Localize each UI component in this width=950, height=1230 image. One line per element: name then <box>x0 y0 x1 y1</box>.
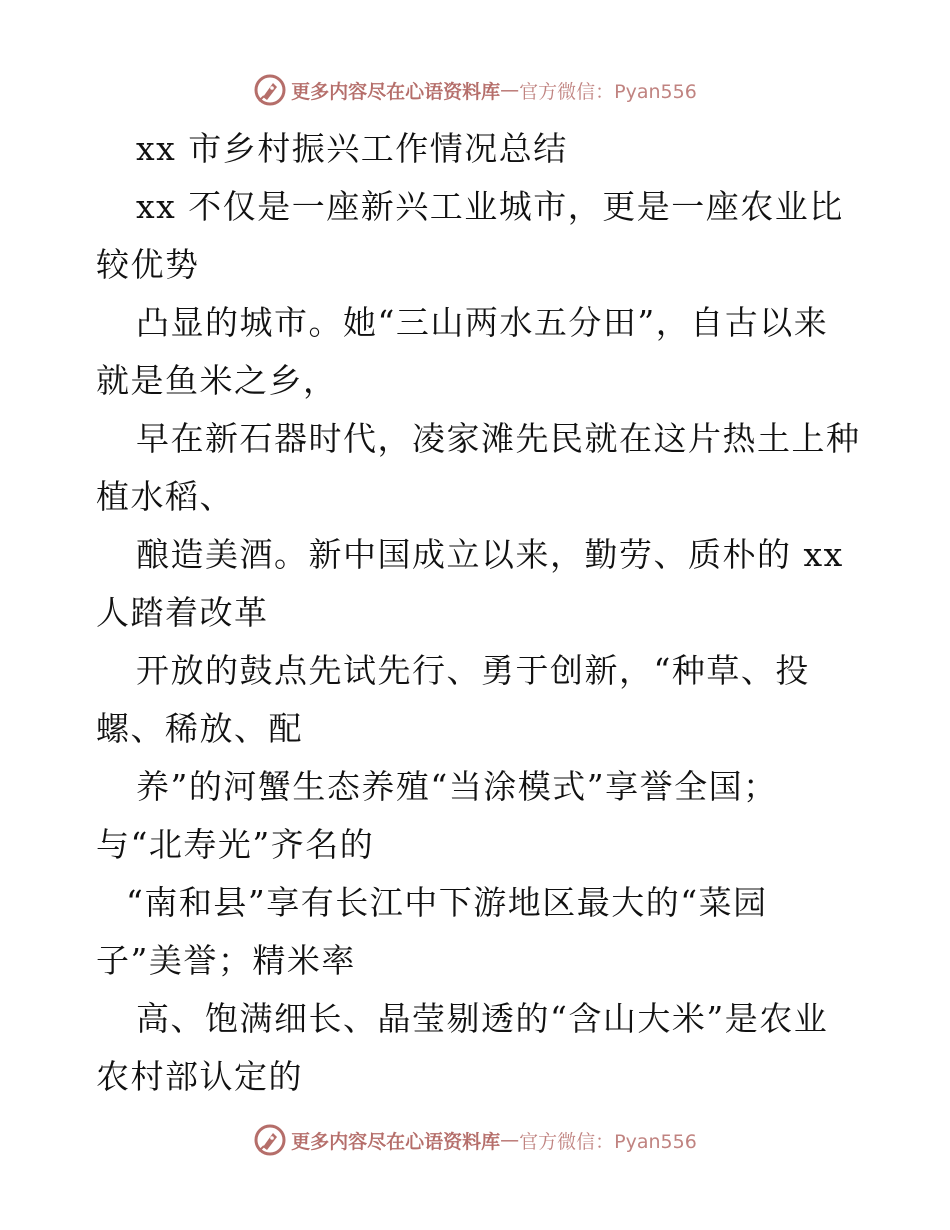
footer-watermark <box>0 1120 950 1160</box>
header-watermark <box>0 70 950 110</box>
watermark-brand-text: 更多内容尽在心语资料库 <box>291 1130 501 1153</box>
paragraph-line: 开放的鼓点先试先行、勇于创新，“种草、投 <box>136 651 810 690</box>
paragraph-line: 农村部认定的 <box>96 1057 303 1096</box>
pen-nib-logo-icon <box>253 1123 287 1157</box>
document-body <box>96 120 861 1106</box>
paragraph-line: 人踏着改革 <box>96 593 269 632</box>
paragraph-line: xx 不仅是一座新兴工业城市，更是一座农业比 <box>136 187 844 226</box>
pen-nib-logo-icon <box>253 73 287 107</box>
paragraph-line: 养”的河蟹生态养殖“当涂模式”享誉全国； <box>136 767 778 806</box>
paragraph-line: 植水稻、 <box>96 477 234 516</box>
paragraph-line: 就是鱼米之乡， <box>96 361 338 400</box>
watermark-wechat-text: 官方微信：Pyan556 <box>519 80 697 103</box>
paragraph-line: “南和县”享有长江中下游地区最大的“菜园 <box>126 883 768 922</box>
paragraph-line: 高、饱满细长、晶莹剔透的“含山大米”是农业 <box>136 999 829 1038</box>
watermark-separator: — <box>500 79 520 101</box>
paragraph-line: 子”美誉；精米率 <box>96 941 356 980</box>
paragraph-line: 酿造美酒。新中国成立以来，勤劳、质朴的 xx <box>136 535 844 574</box>
document-title: xx 市乡村振兴工作情况总结 <box>136 129 568 168</box>
watermark-brand-text: 更多内容尽在心语资料库 <box>291 80 501 103</box>
paragraph-line: 早在新石器时代，凌家滩先民就在这片热土上种 <box>136 419 861 458</box>
paragraph-line: 螺、稀放、配 <box>96 709 303 748</box>
watermark-wechat-text: 官方微信：Pyan556 <box>519 1130 697 1153</box>
paragraph-line: 较优势 <box>96 245 200 284</box>
paragraph-line: 与“北寿光”齐名的 <box>96 825 375 864</box>
watermark-separator: — <box>500 1129 520 1151</box>
paragraph-line: 凸显的城市。她“三山两水五分田”，自古以来 <box>136 303 829 342</box>
